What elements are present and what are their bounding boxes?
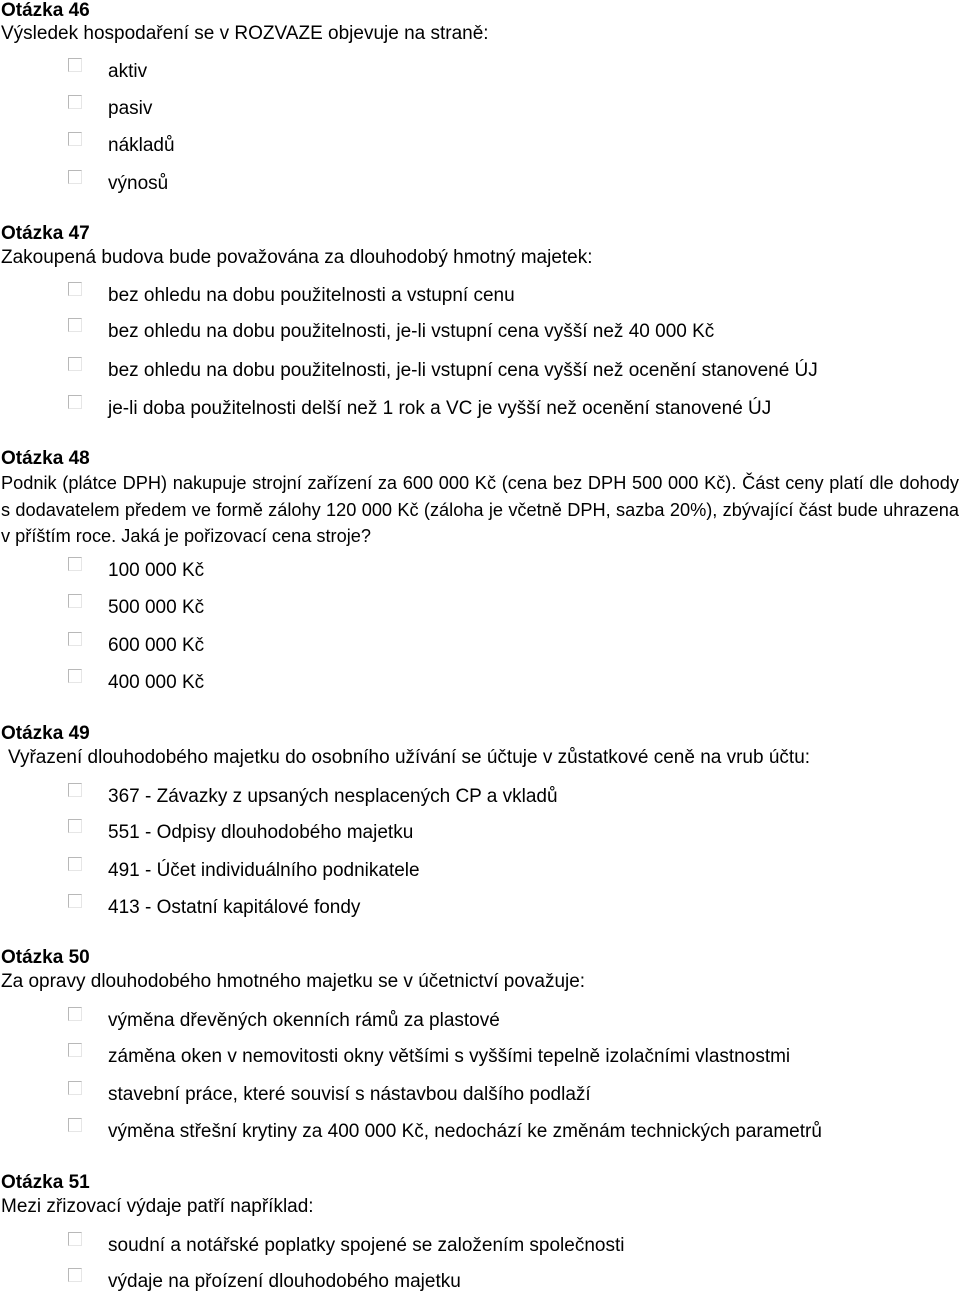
answer-label: bez ohledu na dobu použitelnosti, je-li vstupní cena vyšší než ocenění stanovené ÚJ (108, 360, 818, 381)
question-text: Zakoupená budova bude považována za dlouhodobý hmotný majetek: (1, 247, 593, 268)
checkbox-icon[interactable] (68, 1268, 82, 1282)
checkbox-icon[interactable] (68, 1043, 82, 1057)
question-title: Otázka 49 (1, 723, 90, 744)
answer-label: 367 - Závazky z upsaných nesplacených CP a vkladů (108, 786, 558, 807)
checkbox-icon[interactable] (68, 632, 82, 646)
checkbox-icon[interactable] (68, 557, 82, 571)
answer-label: 600 000 Kč (108, 635, 205, 656)
checkbox-icon[interactable] (68, 395, 82, 409)
checkbox-icon[interactable] (68, 170, 82, 184)
checkbox-icon[interactable] (68, 1232, 82, 1246)
answer-option[interactable] (0, 172, 960, 198)
answer-label: aktiv (108, 61, 148, 82)
checkbox-icon[interactable] (68, 95, 82, 109)
answer-label: bez ohledu na dobu použitelnosti, je-li vstupní cena vyšší než 40 000 Kč (108, 321, 715, 342)
answer-label: 551 - Odpisy dlouhodobého majetku (108, 822, 414, 843)
checkbox-icon[interactable] (68, 819, 82, 833)
checkbox-icon[interactable] (68, 1007, 82, 1021)
question-title: Otázka 46 (1, 0, 90, 21)
answer-option[interactable] (0, 284, 960, 310)
answer-label: 500 000 Kč (108, 597, 205, 618)
checkbox-icon[interactable] (68, 894, 82, 908)
question-title: Otázka 47 (1, 223, 90, 244)
question-title: Otázka 50 (1, 947, 90, 968)
answer-option[interactable] (0, 596, 960, 622)
answer-option[interactable] (0, 97, 960, 123)
answer-label: výdaje na přoízení dlouhodobého majetku (108, 1271, 461, 1292)
answer-label: výměna střešní krytiny za 400 000 Kč, nedochází ke změnám technických parametrů (108, 1121, 822, 1142)
question-title: Otázka 48 (1, 448, 90, 469)
question-text: Vyřazení dlouhodobého majetku do osobního užívání se účtuje v zůstatkové ceně na vrub účtu: (8, 747, 811, 768)
answer-option[interactable] (0, 671, 960, 697)
answer-label: nákladů (108, 135, 175, 156)
question-title: Otázka 51 (1, 1172, 90, 1193)
answer-option[interactable] (0, 1045, 960, 1071)
answer-label: stavební práce, které souvisí s nástavbou dalšího podlaží (108, 1084, 591, 1105)
question-text: Podnik (plátce DPH) nakupuje strojní zařízení za 600 000 Kč (cena bez DPH 500 000 Kč). Část ceny platí dle dohody s dodavatelem předem ve formě zálohy 120 000 Kč (záloha je včetně DPH, sazba 20%), zbývající část bude uhrazena v příštím roce. Jaká je pořizovací cena stroje? (1, 473, 959, 546)
answer-label: bez ohledu na dobu použitelnosti a vstupní cenu (108, 285, 515, 306)
answer-label: je-li doba použitelnosti delší než 1 rok a VC je vyšší než ocenění stanovené ÚJ (108, 398, 772, 419)
answer-option[interactable] (0, 1009, 960, 1035)
answer-option[interactable] (0, 320, 960, 346)
checkbox-icon[interactable] (68, 1118, 82, 1132)
checkbox-icon[interactable] (68, 594, 82, 608)
answer-label: 100 000 Kč (108, 560, 205, 581)
checkbox-icon[interactable] (68, 1081, 82, 1095)
answer-option[interactable] (0, 60, 960, 86)
answer-label: záměna oken v nemovitosti okny většími s vyššími tepelně izolačními vlastnostmi (108, 1046, 791, 1067)
answer-option[interactable] (0, 896, 960, 922)
checkbox-icon[interactable] (68, 318, 82, 332)
checkbox-icon[interactable] (68, 857, 82, 871)
answer-label: 400 000 Kč (108, 672, 205, 693)
checkbox-icon[interactable] (68, 669, 82, 683)
checkbox-icon[interactable] (68, 282, 82, 296)
answer-option[interactable] (0, 859, 960, 885)
answer-label: pasiv (108, 98, 153, 119)
answer-option[interactable] (0, 559, 960, 585)
answer-option[interactable] (0, 785, 960, 811)
question-text: Mezi zřizovací výdaje patří například: (1, 1196, 314, 1217)
answer-option[interactable] (0, 1083, 960, 1109)
checkbox-icon[interactable] (68, 357, 82, 371)
checkbox-icon[interactable] (68, 783, 82, 797)
answer-label: výměna dřevěných okenních rámů za plastové (108, 1010, 500, 1031)
answer-option[interactable] (0, 1234, 960, 1260)
answer-option[interactable] (0, 134, 960, 160)
answer-label: výnosů (108, 173, 169, 194)
answer-label: 491 - Účet individuálního podnikatele (108, 860, 420, 881)
question-text: Za opravy dlouhodobého hmotného majetku se v účetnictví považuje: (1, 971, 586, 992)
answer-option[interactable] (0, 1270, 960, 1296)
checkbox-icon[interactable] (68, 132, 82, 146)
answer-option[interactable] (0, 821, 960, 847)
answer-option[interactable] (0, 359, 960, 385)
question-text: Výsledek hospodaření se v ROZVAZE objevuje na straně: (1, 23, 489, 44)
answer-option[interactable] (0, 397, 960, 423)
answer-label: soudní a notářské poplatky spojené se založením společnosti (108, 1235, 625, 1256)
answer-label: 413 - Ostatní kapitálové fondy (108, 897, 361, 918)
answer-option[interactable] (0, 1120, 960, 1146)
checkbox-icon[interactable] (68, 58, 82, 72)
answer-option[interactable] (0, 634, 960, 660)
